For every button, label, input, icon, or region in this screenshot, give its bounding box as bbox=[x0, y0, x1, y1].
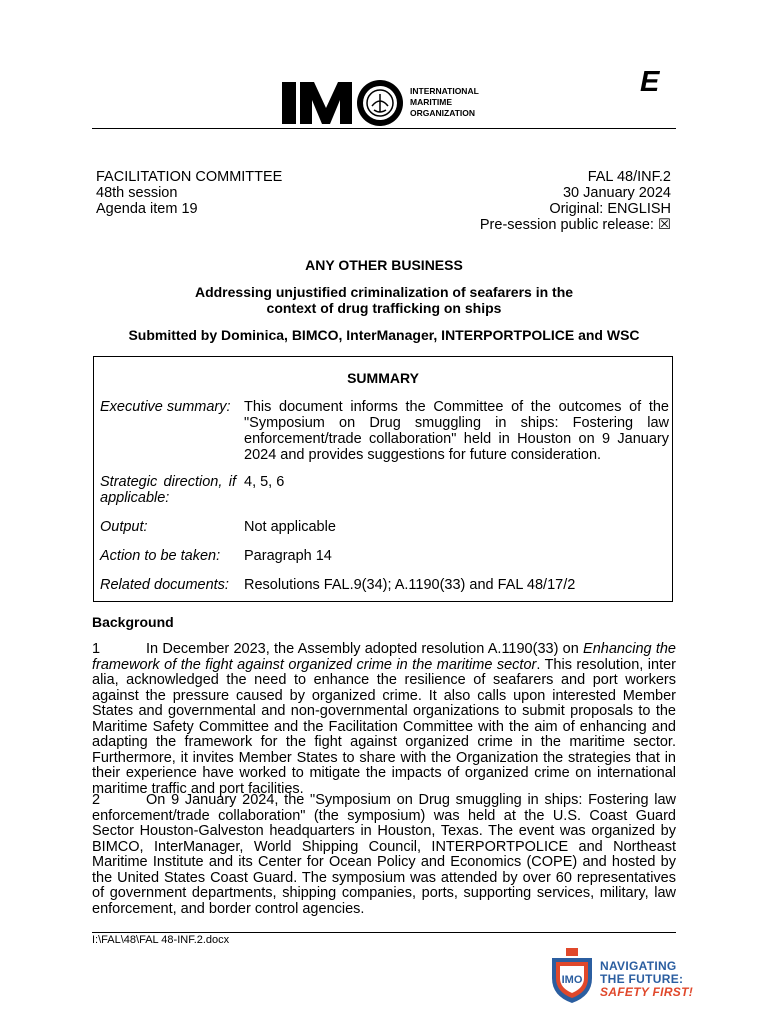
paragraph-text: In December 2023, the Assembly adopted resolution A.1190(33) on bbox=[146, 641, 584, 657]
committee-name: FACILITATION COMMITTEE bbox=[96, 169, 283, 185]
org-name-line-3: ORGANIZATION bbox=[410, 108, 476, 118]
paragraph-2 bbox=[92, 793, 676, 917]
paragraph-1 bbox=[92, 642, 676, 797]
slogan-line-2: THE FUTURE: bbox=[600, 972, 684, 986]
campaign-slogan bbox=[600, 960, 693, 999]
summary-label: Related documents: bbox=[100, 577, 229, 593]
original-language: Original: ENGLISH bbox=[549, 201, 671, 217]
summary-value: Paragraph 14 bbox=[244, 548, 332, 564]
agenda-item: Agenda item 19 bbox=[96, 201, 198, 217]
header-rule bbox=[92, 128, 676, 129]
session: 48th session bbox=[96, 185, 178, 201]
summary-label: Action to be taken: bbox=[100, 548, 221, 564]
summary-value: This document informs the Committee of the outcomes of the "Symposium on Drug smuggling in ships: Fostering law enforcement/trade collaboration" held in Houston on 9 January 2024 and provides suggestions for future consideration. bbox=[244, 399, 669, 463]
campaign-shield-icon bbox=[548, 948, 596, 1004]
paragraph-number: 1 bbox=[92, 641, 101, 657]
resolution-title: Enhancing the framework of the fight against organized crime in the maritime sector bbox=[92, 641, 676, 673]
doc-number: FAL 48/INF.2 bbox=[587, 169, 671, 185]
title-line-2: context of drug trafficking on ships bbox=[266, 300, 502, 316]
release-status: Pre-session public release: ☒ bbox=[479, 217, 671, 233]
submitted-by: Submitted by Dominica, BIMCO, InterManager, INTERPORTPOLICE and WSC bbox=[128, 327, 640, 343]
meta-left bbox=[96, 169, 282, 217]
summary-value: Resolutions FAL.9(34); A.1190(33) and FAL 48/17/2 bbox=[244, 577, 576, 593]
language-code: E bbox=[640, 66, 660, 98]
doc-date: 30 January 2024 bbox=[562, 185, 671, 201]
paragraph-text: On 9 January 2024, the "Symposium on Drug smuggling in ships: Fostering law enforcement/trade collaboration" (the symposium) was held at the U.S. Coast Guard Sector Houston-Galveston headquarters in Houston, Texas. The event was organized by BIMCO, InterManager, World Shipping Council, INTERPORTPOLICE and Northeast Maritime Institute and its Center for Ocean Policy and Economics (COPE) and hosted by the United States Coast Guard. The symposium was attended by over 60 representatives of government departments, shipping companies, ports, supporting services, military, law enforcement, and border control agencies. bbox=[92, 792, 676, 917]
summary-label: Executive summary: bbox=[100, 399, 231, 415]
footer-rule bbox=[92, 932, 676, 933]
summary-value: Not applicable bbox=[244, 519, 336, 535]
summary-label: Strategic direction, if applicable: bbox=[100, 474, 236, 506]
summary-box bbox=[93, 356, 673, 602]
summary-label: Output: bbox=[100, 519, 148, 535]
paragraph-number: 2 bbox=[92, 792, 101, 808]
badge-logo-text: IMO bbox=[561, 974, 583, 986]
agenda-category: ANY OTHER BUSINESS bbox=[305, 257, 463, 273]
slogan-line-1: NAVIGATING bbox=[600, 959, 677, 973]
document-title bbox=[92, 284, 676, 316]
meta-right bbox=[480, 169, 671, 233]
paragraph-text: . This resolution, inter alia, acknowledged the need to enhance the resilience of seafarers and port workers against the pressure caused by organized crime. It also calls upon interested Member States and governmental and non-governmental organizations to submit proposals to the Maritime Safety Committee and the Facilitation Committee with the aim of enhancing and adapting the framework for the fight against organized crime in the maritime sector. Furthermore, it invites Member States to share with the Organization the strategies that in their experience have worked to mitigate the impacts of organized crime on international maritime traffic and port facilities. bbox=[92, 656, 676, 797]
title-line-1: Addressing unjustified criminalization of seafarers in the bbox=[194, 284, 574, 300]
imo-logo bbox=[280, 78, 510, 128]
org-name-line-1: INTERNATIONAL bbox=[410, 86, 479, 96]
slogan-line-3: SAFETY FIRST! bbox=[600, 985, 694, 999]
summary-value: 4, 5, 6 bbox=[244, 474, 285, 490]
summary-heading: SUMMARY bbox=[347, 370, 419, 386]
background-heading: Background bbox=[92, 614, 174, 630]
file-path: I:\FAL\48\FAL 48-INF.2.docx bbox=[92, 934, 230, 946]
org-name-line-2: MARITIME bbox=[410, 97, 453, 107]
